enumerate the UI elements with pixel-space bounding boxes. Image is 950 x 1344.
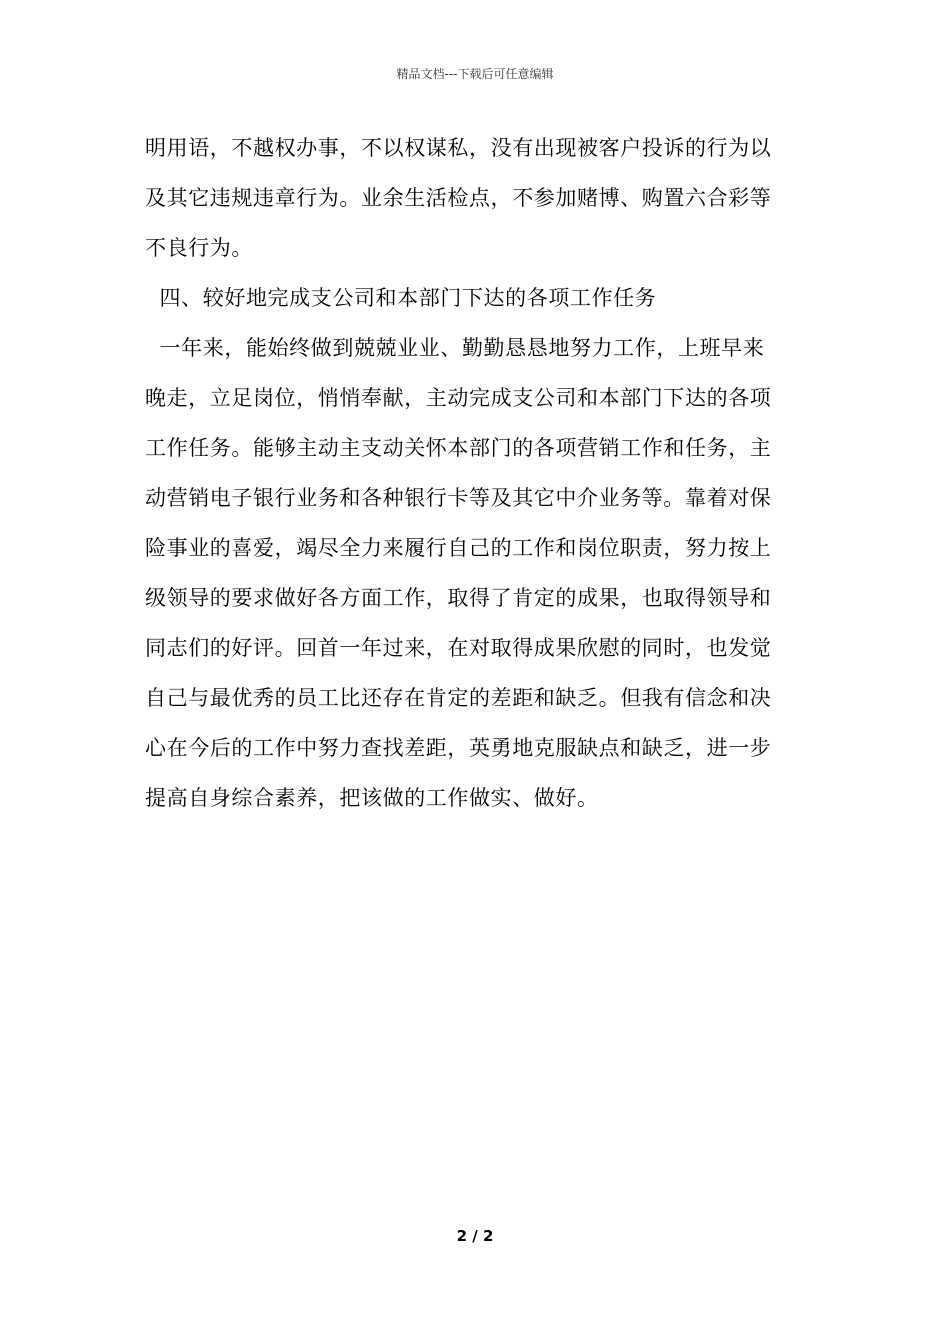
paragraph-line: 同志们的好评。回首一年过来，在对取得成果欣慰的同时，也发觉 — [145, 636, 772, 660]
page-header: 精品文档---下载后可任意编辑 — [396, 67, 554, 81]
paragraph-line: 及其它违规违章行为。业余生活检点，不参加赌博、购置六合彩等 — [145, 186, 772, 210]
paragraph-line: 自己与最优秀的员工比还存在肯定的差距和缺乏。但我有信念和决 — [145, 686, 772, 710]
paragraph-line: 心在今后的工作中努力查找差距，英勇地克服缺点和缺乏，进一步 — [145, 736, 772, 760]
paragraph-line: 险事业的喜爱，竭尽全力来履行自己的工作和岗位职责，努力按上 — [145, 536, 772, 560]
paragraph-line: 明用语，不越权办事，不以权谋私，没有出现被客户投诉的行为以 — [145, 136, 772, 160]
paragraph-line: 一年来，能始终做到兢兢业业、勤勤恳恳地努力工作，上班早来 — [145, 336, 765, 360]
paragraph-line: 晚走，立足岗位，悄悄奉献，主动完成支公司和本部门下达的各项 — [145, 386, 772, 410]
paragraph-line: 动营销电子银行业务和各种银行卡等及其它中介业务等。靠着对保 — [145, 486, 772, 510]
paragraph-line: 级领导的要求做好各方面工作，取得了肯定的成果，也取得领导和 — [145, 586, 772, 610]
paragraph-line: 不良行为。 — [145, 236, 253, 260]
paragraph-line: 工作任务。能够主动主支动关怀本部门的各项营销工作和任务，主 — [145, 436, 772, 460]
paragraph-line: 提高自身综合素养，把该做的工作做实、做好。 — [145, 786, 599, 810]
section-heading: 四、较好地完成支公司和本部门下达的各项工作任务 — [145, 286, 657, 310]
page-number: 2 / 2 — [456, 1227, 494, 1245]
